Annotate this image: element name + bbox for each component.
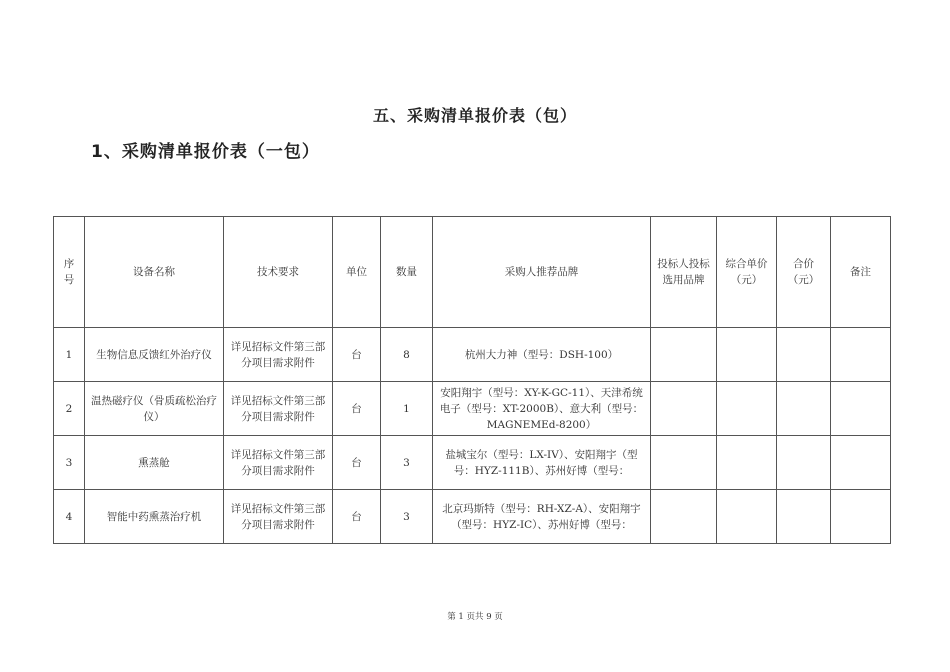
header-device-name: 设备名称 (85, 217, 224, 328)
cell-unit: 台 (333, 436, 381, 490)
header-tech-requirements: 技术要求 (224, 217, 333, 328)
header-bidder-brand: 投标人投标选用品牌 (651, 217, 717, 328)
cell-tech-requirements: 详见招标文件第三部分项目需求附件 (224, 328, 333, 382)
cell-total-price (777, 328, 831, 382)
cell-recommended-brand: 杭州大力神（型号：DSH-100） (433, 328, 651, 382)
cell-unit: 台 (333, 382, 381, 436)
table-row (54, 328, 891, 382)
cell-bidder-brand (651, 490, 717, 544)
cell-device-name: 生物信息反馈红外治疗仪 (85, 328, 224, 382)
cell-quantity: 1 (381, 382, 433, 436)
cell-tech-requirements: 详见招标文件第三部分项目需求附件 (224, 490, 333, 544)
header-index: 序号 (54, 217, 85, 328)
cell-remarks (831, 382, 891, 436)
cell-device-name: 熏蒸舱 (85, 436, 224, 490)
cell-tech-requirements: 详见招标文件第三部分项目需求附件 (224, 436, 333, 490)
cell-quantity: 3 (381, 490, 433, 544)
cell-index: 3 (54, 436, 85, 490)
header-unit-price: 综合单价（元） (717, 217, 777, 328)
cell-unit: 台 (333, 490, 381, 544)
cell-recommended-brand: 安阳翔宇（型号：XY-K-GC-11）、天津希统电子（型号：XT-2000B）、意大利（型号：MAGNEMEd-8200） (433, 382, 651, 436)
header-total-price: 合价（元） (777, 217, 831, 328)
cell-tech-requirements: 详见招标文件第三部分项目需求附件 (224, 382, 333, 436)
cell-total-price (777, 382, 831, 436)
table-row (54, 382, 891, 436)
cell-remarks (831, 490, 891, 544)
page-footer: 第 1 页共 9 页 (447, 612, 503, 622)
table-row (54, 436, 891, 490)
cell-recommended-brand: 盐城宝尔（型号：LX-IV）、安阳翔宇（型号：HYZ-111B）、苏州好博（型号： (433, 436, 651, 490)
page-title: 五、采购清单报价表（包） (372, 106, 577, 125)
cell-bidder-brand (651, 436, 717, 490)
cell-remarks (831, 436, 891, 490)
cell-bidder-brand (651, 328, 717, 382)
cell-remarks (831, 328, 891, 382)
cell-unit-price (717, 382, 777, 436)
cell-bidder-brand (651, 382, 717, 436)
header-recommended-brand: 采购人推荐品牌 (433, 217, 651, 328)
cell-unit-price (717, 490, 777, 544)
procurement-price-table (53, 216, 891, 544)
header-remarks: 备注 (831, 217, 891, 328)
cell-quantity: 8 (381, 328, 433, 382)
cell-index: 4 (54, 490, 85, 544)
header-unit: 单位 (333, 217, 381, 328)
cell-unit-price (717, 436, 777, 490)
cell-index: 2 (54, 382, 85, 436)
table-header-row (54, 217, 891, 328)
cell-device-name: 智能中药熏蒸治疗机 (85, 490, 224, 544)
section-subtitle: 1、采购清单报价表（一包） (91, 142, 320, 162)
cell-unit-price (717, 328, 777, 382)
cell-index: 1 (54, 328, 85, 382)
cell-unit: 台 (333, 328, 381, 382)
cell-recommended-brand: 北京玛斯特（型号：RH-XZ-A）、安阳翔宇（型号：HYZ-IC）、苏州好博（型号： (433, 490, 651, 544)
cell-total-price (777, 490, 831, 544)
header-quantity: 数量 (381, 217, 433, 328)
cell-device-name: 温热磁疗仪（骨质疏松治疗仪） (85, 382, 224, 436)
cell-quantity: 3 (381, 436, 433, 490)
table-row (54, 490, 891, 544)
cell-total-price (777, 436, 831, 490)
